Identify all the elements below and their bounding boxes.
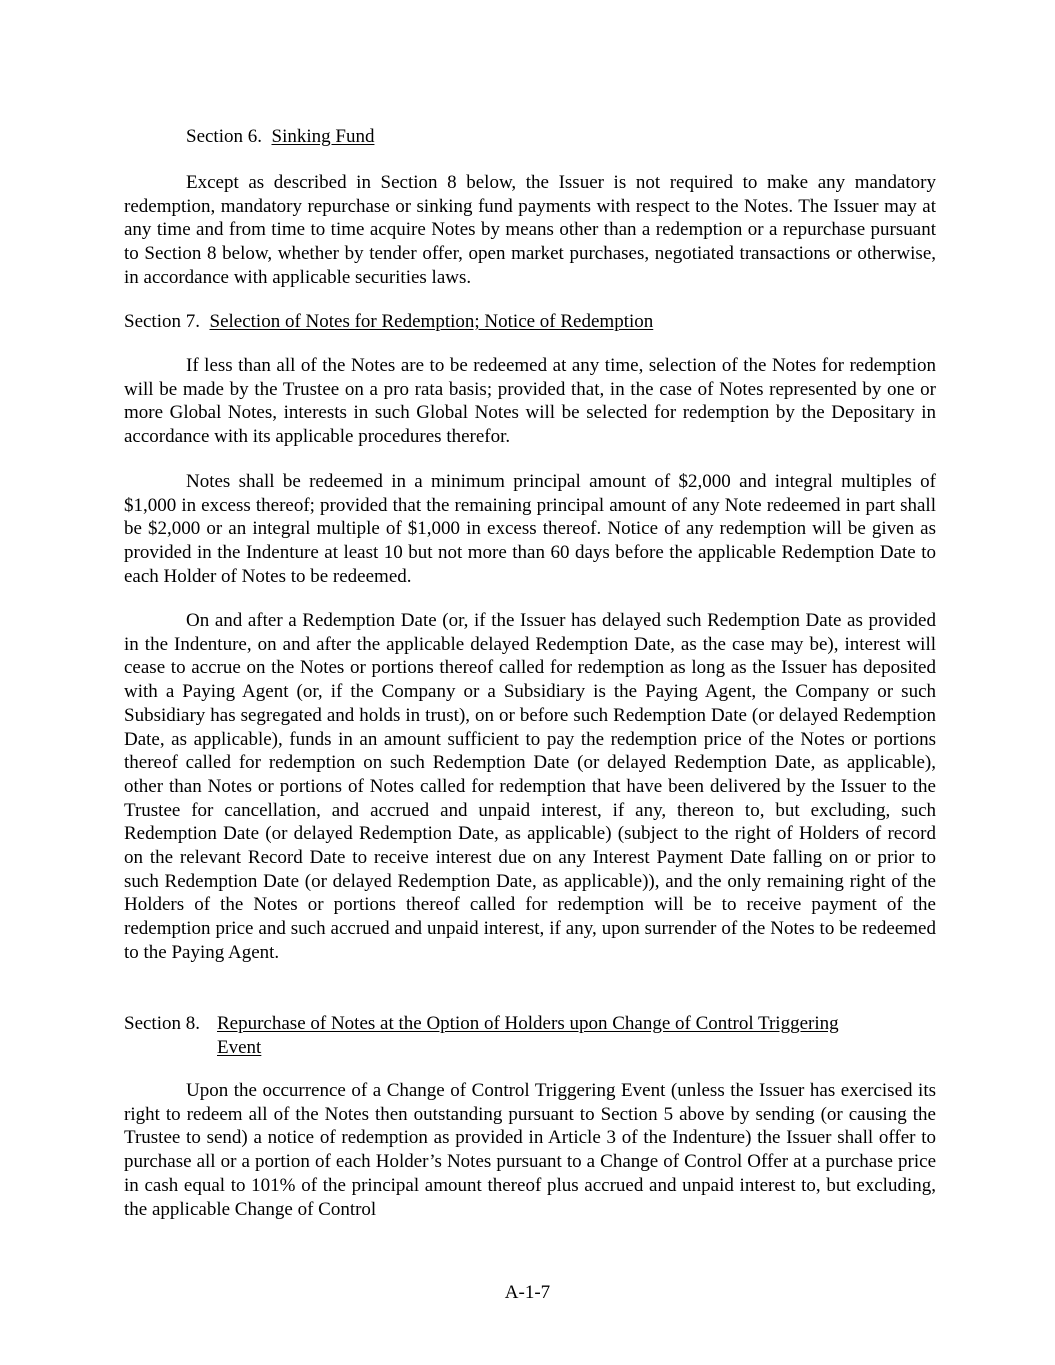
section-7-title: Selection of Notes for Redemption; Notice of Redemption (209, 311, 654, 332)
section-7-paragraph-3: On and after a Redemption Date (or, if the Issuer has delayed such Redemption Date as provided in the Indenture, on and after the applicable delayed Redemption Date, as the case may be), interest will cease to accrue on the Notes or portions thereof called for redemption as long as the Issuer has deposited with a Paying Agent (or, if the Company or a Subsidiary is the Paying Agent, the Company or such Subsidiary has segregated and holds in trust), on or before such Redemption Date (or delayed Redemption Date, as applicable), funds in an amount sufficient to pay the redemption price of the Notes or portions thereof called for redemption on such Redemption Date (or delayed Redemption Date, as applicable), other than Notes or portions of Notes called for redemption that have been delivered by the Issuer to the Trustee for cancellation, and accrued and unpaid interest, if any, thereon to, but excluding, such Redemption Date (or delayed Redemption Date, as applicable) (subject to the right of Holders of record on the relevant Record Date to receive interest due on any Interest Payment Date falling on or prior to such Redemption Date (or delayed Redemption Date, as applicable)), and the only remaining right of the Holders of the Notes or portions thereof called for redemption will be to receive payment of the redemption price and such accrued and unpaid interest, if any, upon surrender of the Notes to be redeemed to the Paying Agent. (124, 610, 936, 963)
section-6-title: Sinking Fund (271, 126, 375, 147)
section-8-paragraph: Upon the occurrence of a Change of Control Triggering Event (unless the Issuer has exercised its right to redeem all of the Notes then outstanding pursuant to Section 5 above by sending (or causing the Trustee to send) a notice of redemption as provided in Article 3 of the Indenture) the Issuer shall offer to purchase all or a portion of each Holder’s Notes pursuant to a Change of Control Offer at a purchase price in cash equal to 101% of the principal amount thereof plus accrued and unpaid interest to, but excluding, the applicable Change of Control (124, 1080, 936, 1220)
section-6-heading (186, 125, 374, 149)
section-6-paragraph: Except as described in Section 8 below, the Issuer is not required to make any mandatory redemption, mandatory repurchase or sinking fund payments with respect to the Notes. The Issuer may at any time and from time to time acquire Notes by means other than a redemption or a repurchase pursuant to Section 8 below, whether by tender offer, open market purchases, negotiated transactions or otherwise, in accordance with applicable securities laws. (124, 172, 936, 288)
section-8-title-line-1: Repurchase of Notes at the Option of Holders upon Change of Control Triggering (217, 1013, 839, 1034)
section-8-title-line-2: Event (217, 1036, 262, 1058)
section-6-label: Section 6. (186, 126, 262, 147)
section-7-paragraph-1: If less than all of the Notes are to be redeemed at any time, selection of the Notes for redemption will be made by the Trustee on a pro rata basis; provided that, in the case of Notes represented by one or more Global Notes, interests in such Global Notes will be selected for redemption by the Depositary in accordance with its applicable procedures therefor. (124, 355, 936, 448)
section-7-label: Section 7. (124, 311, 200, 332)
section-7-heading (124, 310, 653, 334)
section-8-label: Section 8. (124, 1013, 200, 1034)
section-8-title (217, 1012, 839, 1059)
page-number: A-1-7 (504, 1282, 551, 1303)
section-7-paragraph-2: Notes shall be redeemed in a minimum principal amount of $2,000 and integral multiples of $1,000 in excess thereof; provided that the remaining principal amount of any Note redeemed in part shall be $2,000 or an integral multiple of $1,000 in excess thereof. Notice of any redemption will be given as provided in the Indenture at least 10 but not more than 60 days before the applicable Redemption Date to each Holder of Notes to be redeemed. (124, 471, 936, 587)
